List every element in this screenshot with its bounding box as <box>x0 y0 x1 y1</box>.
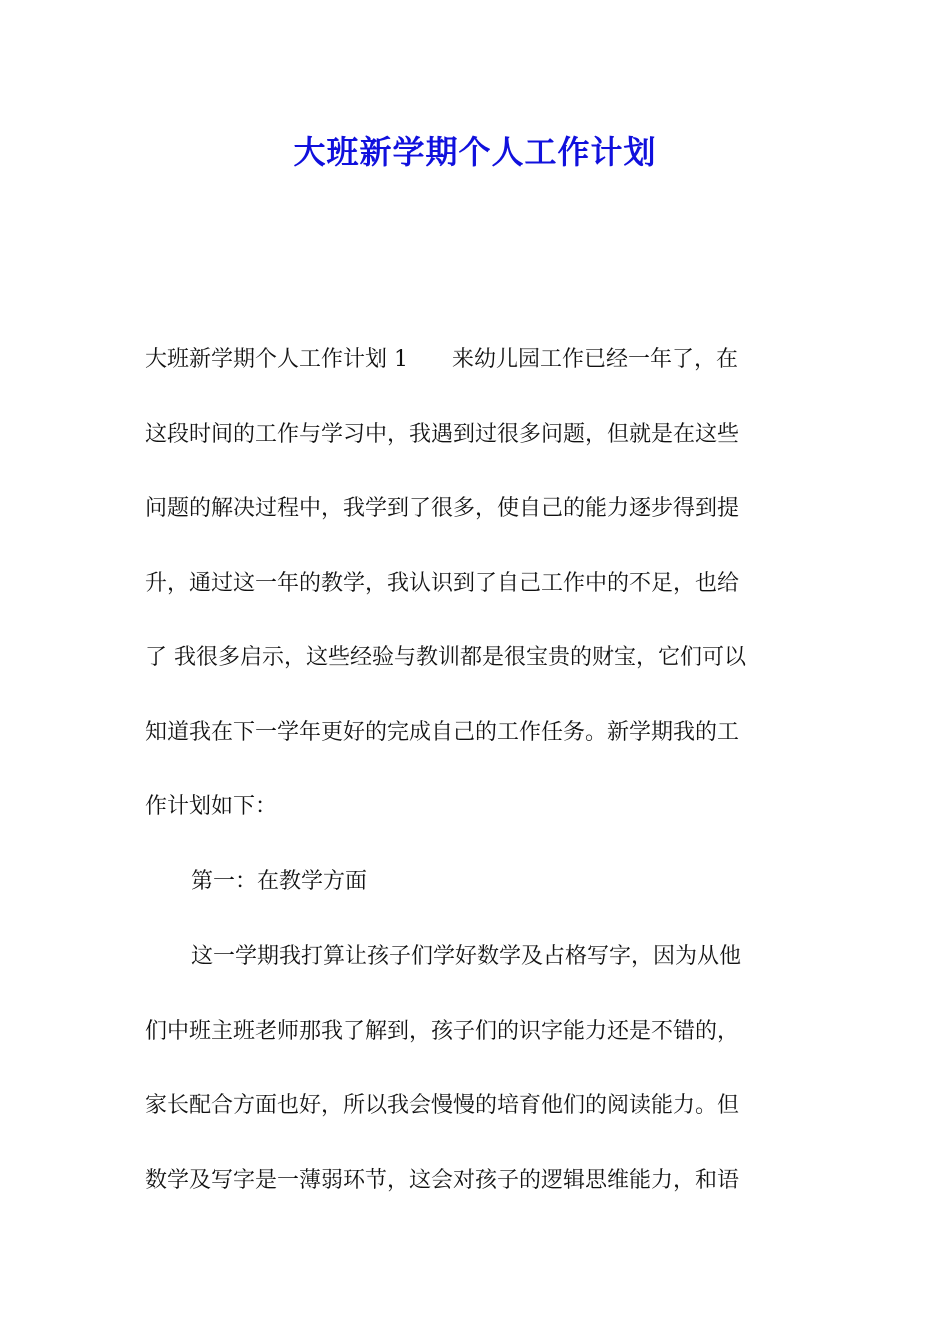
text-line: 升，通过这一年的教学，我认识到了自己工作中的不足，也给 <box>145 570 740 596</box>
paragraph-teaching <box>145 920 810 1218</box>
text-line: 了 我很多启示，这些经验与教训都是很宝贵的财宝，它们可以 <box>145 645 746 670</box>
text-line: 作计划如下： <box>145 794 278 819</box>
text-line: 大班新学期个人工作计划 1 来幼儿园工作已经一年了，在 <box>145 347 738 372</box>
paragraph-intro <box>145 323 810 845</box>
text-line: 数学及写字是一薄弱环节，这会对孩子的逻辑思维能力，和语 <box>145 1167 740 1193</box>
document-title: 大班新学期个人工作计划 <box>293 133 657 171</box>
text-line: 问题的解决过程中，我学到了很多，使自己的能力逐步得到提 <box>145 496 740 521</box>
text-line: 知道我在下一学年更好的完成自己的工作任务。新学期我的工 <box>145 719 740 745</box>
text-line: 们中班主班老师那我了解到，孩子们的识字能力还是不错的， <box>145 1018 740 1044</box>
text-line: 这一学期我打算让孩子们学好数学及占格写字，因为从他 <box>191 944 742 969</box>
section-heading <box>145 845 810 920</box>
text-line: 家长配合方面也好，所以我会慢慢的培育他们的阅读能力。但 <box>145 1093 740 1118</box>
text-line: 这段时间的工作与学习中，我遇到过很多问题，但就是在这些 <box>145 421 740 447</box>
section-heading-text: 第一：在教学方面 <box>191 869 368 894</box>
